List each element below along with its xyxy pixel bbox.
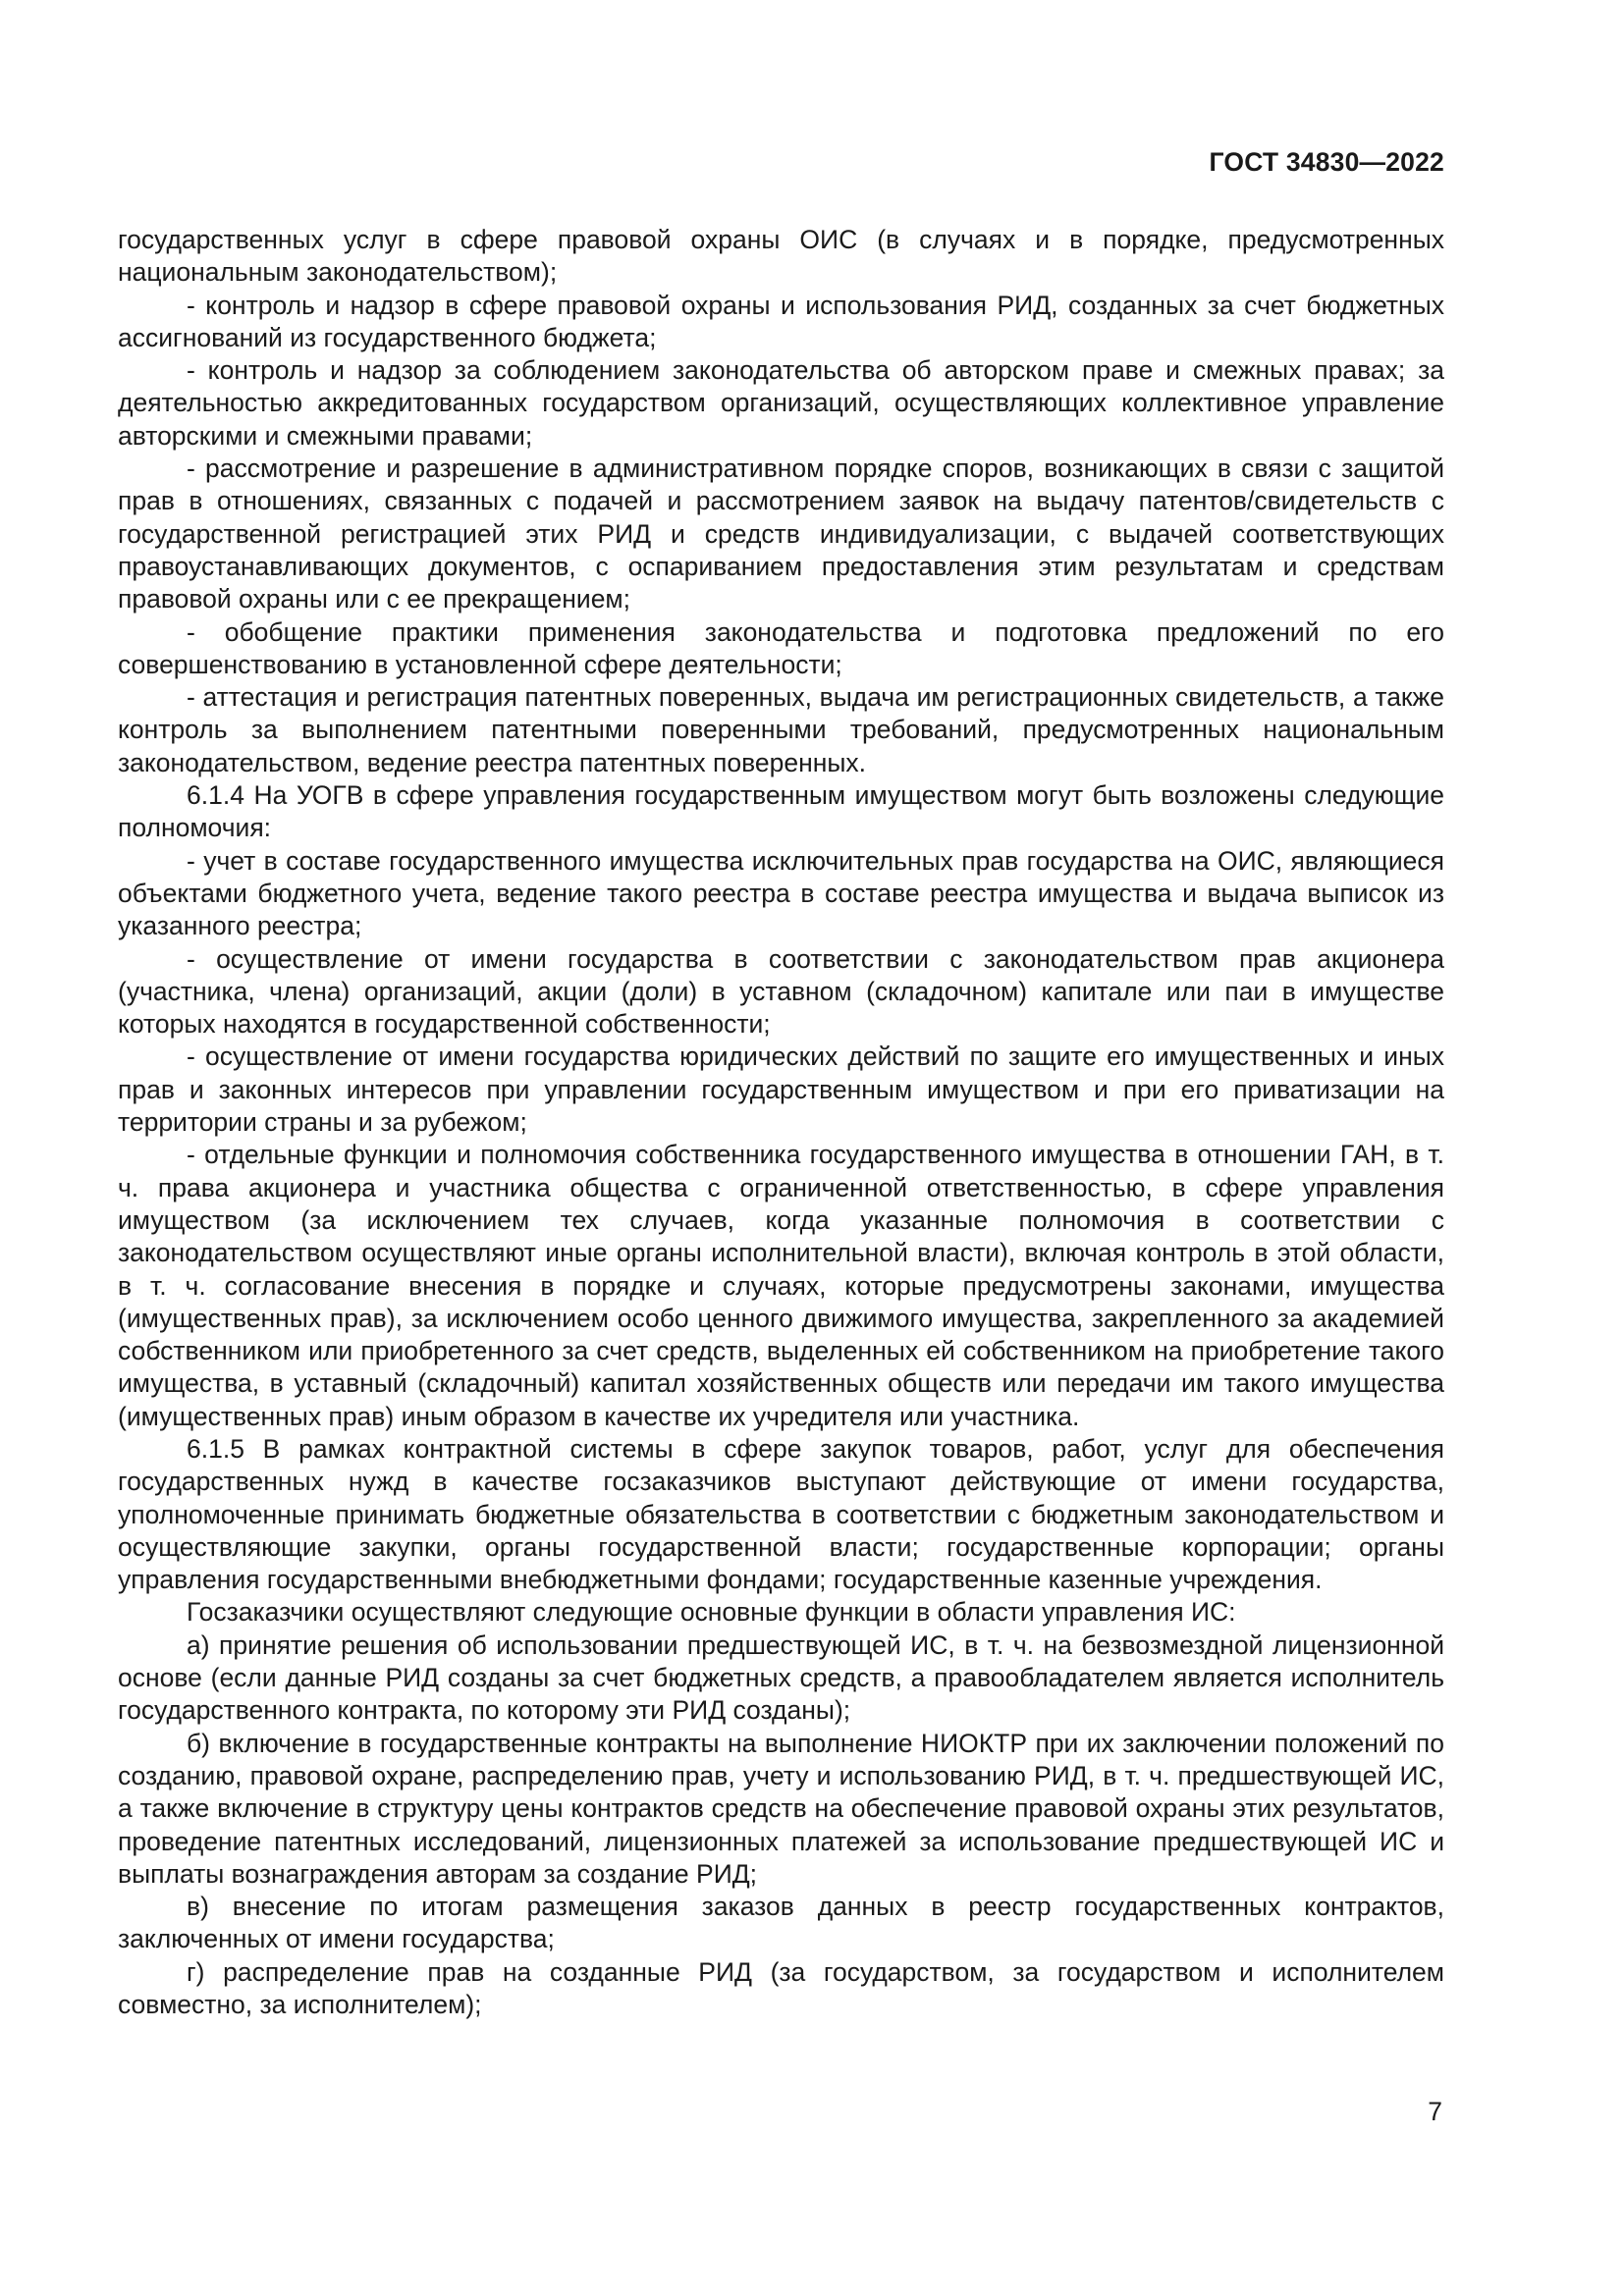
paragraph: - аттестация и регистрация патентных поверенных, выдача им регистрационных свидетельств, а также контроль за выполнением патентными поверенными требований, предусмотренных национальным законодательством, ведение реестра патентных поверенных.: [118, 682, 1444, 777]
paragraph: государственных услуг в сфере правовой охраны ОИС (в случаях и в порядке, предусмотренных национальным законодательством);: [118, 225, 1444, 288]
paragraph: в) внесение по итогам размещения заказов данных в реестр государственных контрактов, заключенных от имени государства;: [118, 1892, 1444, 1954]
paragraph: - контроль и надзор за соблюдением законодательства об авторском праве и смежных правах; за деятельностью аккредитованных государством организаций, осуществляющих коллективное управление авторскими и смежными правами;: [118, 355, 1444, 451]
paragraph: а) принятие решения об использовании предшествующей ИС, в т. ч. на безвозмездной лицензионной основе (если данные РИД созданы за счет бюджетных средств, а правообладателем является исполнитель государственного контракта, по которому эти РИД созданы);: [118, 1629, 1444, 1726]
paragraph: - обобщение практики применения законодательства и подготовка предложений по его совершенствованию в установленной сфере деятельности;: [118, 616, 1444, 679]
paragraph: б) включение в государственные контракты на выполнение НИОКТР при их заключении положений по созданию, правовой охране, распределению прав, учету и использованию РИД, в т. ч. предшествующей ИС, а также включение в структуру цены контрактов средств на обеспечение правовой охраны этих результатов, проведение патентных исследований, лицензионных платежей за использование предшествующей ИС и выплаты вознаграждения авторам за создание РИД;: [118, 1728, 1444, 1889]
page-number: 7: [1428, 2097, 1442, 2126]
paragraph: - осуществление от имени государства юридических действий по защите его имущественных и иных прав и законных интересов при управлении государственным имуществом и при его приватизации на территории страны и за рубежом;: [118, 1041, 1444, 1138]
paragraph: - осуществление от имени государства в соответствии с законодательством прав акционера (участника, члена) организаций, акции (доли) в уставном (складочном) капитале или паи в имуществе которых находятся в государственной собственности;: [118, 943, 1444, 1040]
paragraph: Госзаказчики осуществляют следующие основные функции в области управления ИС:: [187, 1597, 1236, 1628]
paragraph: 6.1.4 На УОГВ в сфере управления государственным имуществом могут быть возложены следующие полномочия:: [118, 780, 1444, 843]
paragraph: 6.1.5 В рамках контрактной системы в сфере закупок товаров, работ, услуг для обеспечения государственных нужд в качестве госзаказчиков выступают действующие от имени государства, уполномоченные принимать бюджетные обязательства в соответствии с бюджетным законодательством и осуществляющие закупки, органы государственной власти; государственные корпорации; органы управления государственными внебюджетными фондами; государственные казенные учреждения.: [118, 1433, 1444, 1595]
paragraph: - контроль и надзор в сфере правовой охраны и использования РИД, созданных за счет бюджетных ассигнований из государственного бюджета;: [118, 290, 1444, 352]
paragraph: - учет в составе государственного имущества исключительных прав государства на ОИС, являющиеся объектами бюджетного учета, ведение такого реестра в составе реестра имущества и выдача выписок из указанного реестра;: [118, 845, 1444, 941]
document-header: ГОСТ 34830—2022: [1209, 147, 1444, 177]
paragraph: г) распределение прав на созданные РИД (за государством, за государством и исполнителем совместно, за исполнителем);: [118, 1956, 1444, 2020]
document-body: [118, 224, 1444, 2021]
paragraph: - отдельные функции и полномочия собственника государственного имущества в отношении ГАН, в т. ч. права акционера и участника общества с ограниченной ответственностью, в сфере управления имуществом (за исключением тех случаев, когда указанные полномочия в соответствии с законодательством осуществляют иные органы исполнительной власти), включая контроль в этой области, в т. ч. согласование внесения в порядке и случаях, которые предусмотрены законами, имущества (имущественных прав), за исключением особо ценного движимого имущества, закрепленного за академией собственником или приобретенного за счет средств, выделенных ей собственником на приобретение такого имущества, в уставный (складочный) капитал хозяйственных обществ или передачи им такого имущества (имущественных прав) иным образом в качестве их учредителя или участника.: [118, 1140, 1444, 1431]
paragraph: - рассмотрение и разрешение в административном порядке споров, возникающих в связи с защитой прав в отношениях, связанных с подачей и рассмотрением заявок на выдачу патентов/свидетельств с государственной регистрацией этих РИД и средств индивидуализации, с выдачей соответствующих правоустанавливающих документов, с оспариванием предоставления этим результатам и средствам правовой охраны или с ее прекращением;: [118, 454, 1444, 614]
